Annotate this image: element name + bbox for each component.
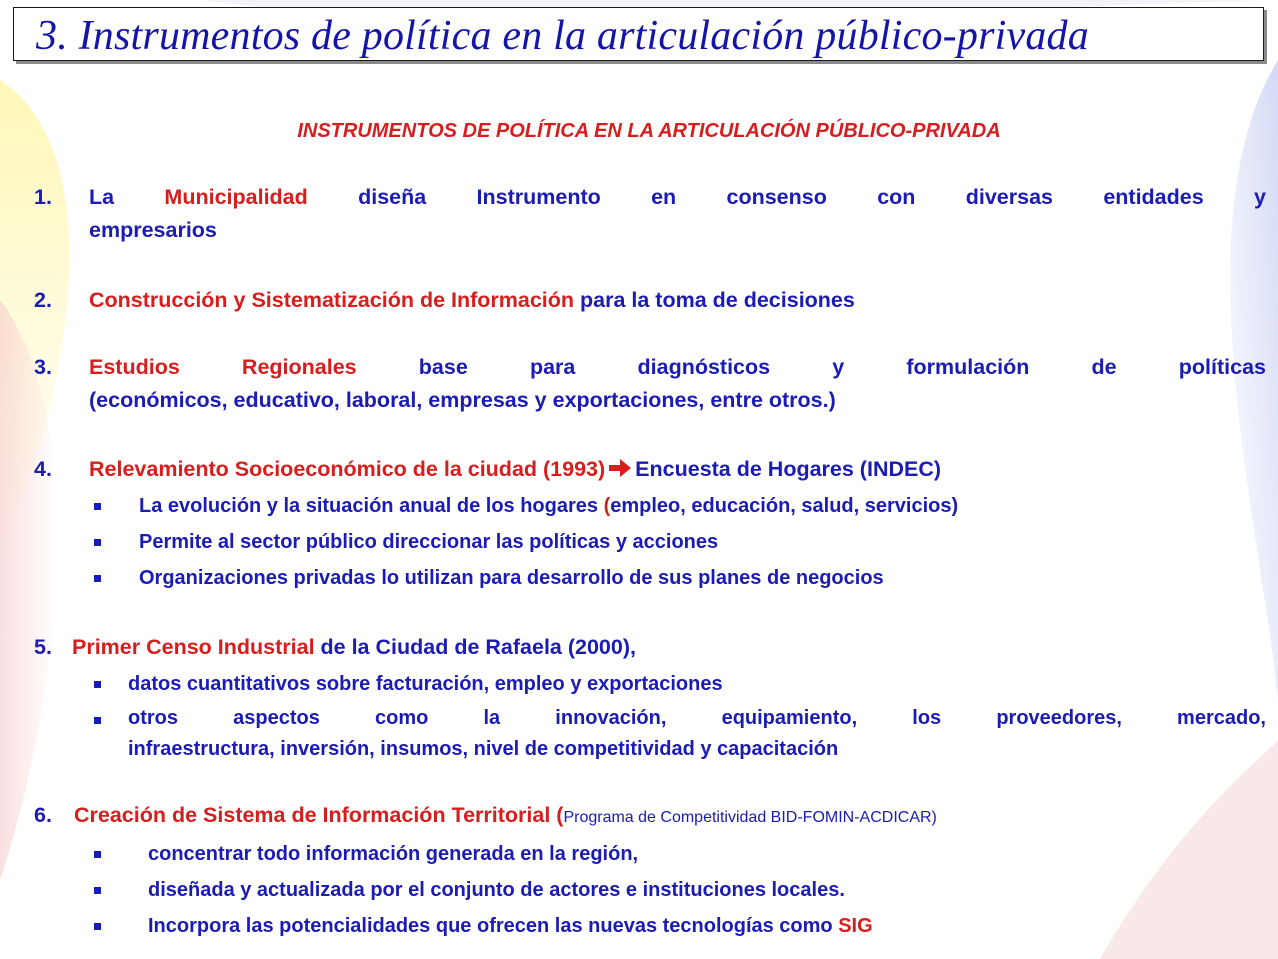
item-text: Creación de Sistema de Información Territorial (Programa de Competitividad BID-FOMIN-ACDICAR) xyxy=(74,803,937,827)
list-item: La evolución y la situación anual de los hogares (empleo, educación, salud, servicios) xyxy=(90,488,1266,524)
item-text: Construcción y Sistematización de Información para la toma de decisiones xyxy=(89,288,855,312)
square-bullet-icon xyxy=(94,539,101,546)
item-text: La Municipalidad diseña Instrumento en consenso con diversas entidades y xyxy=(89,185,1266,209)
list-item-4 xyxy=(34,452,1266,487)
item-number: 6. xyxy=(34,803,52,827)
page-title: 3. Instrumentos de política en la articulación público-privada xyxy=(36,13,1089,59)
list-item-3 xyxy=(34,350,1266,418)
list-item-1 xyxy=(34,180,1266,248)
square-bullet-icon xyxy=(94,887,101,894)
item-text: Estudios Regionales base para diagnósticos y formulación de políticas xyxy=(89,355,1266,379)
list-item: Incorpora las potencialidades que ofrecen las nuevas tecnologías como SIG xyxy=(90,908,1266,944)
square-bullet-icon xyxy=(94,681,101,688)
item-number: 4. xyxy=(34,457,52,481)
item-number: 2. xyxy=(34,288,52,312)
square-bullet-icon xyxy=(94,503,101,510)
item-text-continuation: (económicos, educativo, laboral, empresas y exportaciones, entre otros.) xyxy=(89,388,836,412)
item-number: 3. xyxy=(34,355,52,379)
item-text-continuation: empresarios xyxy=(89,218,217,242)
list-item-6 xyxy=(34,798,1266,835)
list-item-2 xyxy=(34,283,1266,318)
list-item: diseñada y actualizada por el conjunto de actores e instituciones locales. xyxy=(90,872,1266,908)
list-item: Permite al sector público direccionar las políticas y acciones xyxy=(90,524,1266,560)
list-item: Organizaciones privadas lo utilizan para desarrollo de sus planes de negocios xyxy=(90,560,1266,596)
item-text: Relevamiento Socioeconómico de la ciudad (1993) Encuesta de Hogares (INDEC) xyxy=(89,457,942,481)
list-item: datos cuantitativos sobre facturación, empleo y exportaciones xyxy=(90,666,1266,702)
square-bullet-icon xyxy=(94,575,101,582)
list-item: otros aspectos como la innovación, equipamiento, los proveedores, mercado, infraestructura, inversión, insumos, nivel de competitividad y capacitación xyxy=(90,702,1266,764)
list-item: concentrar todo información generada en la región, xyxy=(90,836,1266,872)
square-bullet-icon xyxy=(94,851,101,858)
section-heading: INSTRUMENTOS DE POLÍTICA EN LA ARTICULACIÓN PÚBLICO-PRIVADA xyxy=(297,120,1001,142)
bullet-list-6 xyxy=(90,836,1266,944)
item-number: 5. xyxy=(34,635,52,659)
bullet-list-4 xyxy=(90,488,1266,596)
list-item-5 xyxy=(34,630,1266,665)
square-bullet-icon xyxy=(94,717,101,724)
square-bullet-icon xyxy=(94,923,101,930)
item-text: Primer Censo Industrial de la Ciudad de Rafaela (2000), xyxy=(72,635,636,659)
arrow-right-icon xyxy=(609,459,631,477)
bullet-list-5 xyxy=(90,666,1266,764)
item-number: 1. xyxy=(34,185,52,209)
